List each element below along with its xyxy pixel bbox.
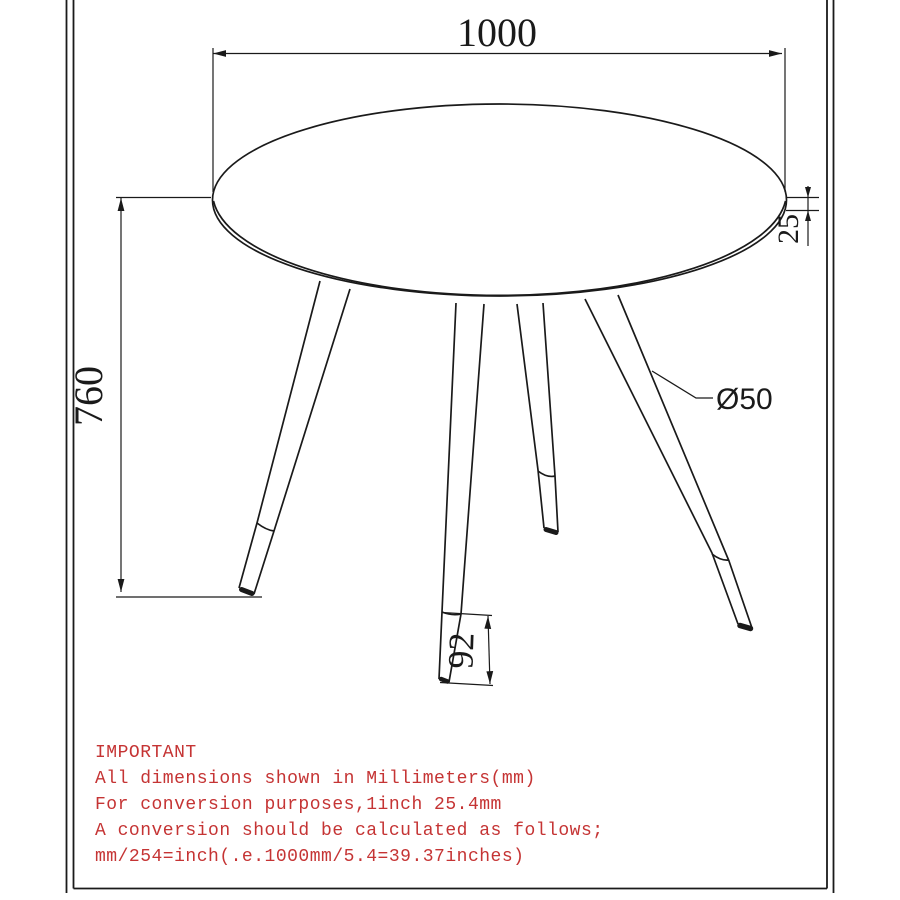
dim-leg-diameter-label: Ø50 — [716, 383, 773, 416]
notes-block — [95, 740, 604, 870]
arrowhead-top — [118, 198, 125, 211]
dim-height-label: 760 — [66, 366, 111, 426]
notes-line: A conversion should be calculated as follows; — [95, 821, 604, 841]
notes-heading: IMPORTANT — [95, 743, 197, 763]
notes-line: For conversion purposes,1inch 25.4mm — [95, 795, 502, 815]
notes-line: mm/254=inch(.e.1000mm/5.4=39.37inches) — [95, 847, 525, 867]
leg-foot-tip — [740, 626, 751, 629]
arrowhead-bottom — [118, 579, 125, 592]
notes-line: All dimensions shown in Millimeters(mm) — [95, 769, 536, 789]
dim-thickness-label: 25 — [772, 214, 805, 244]
leg-foot-tip — [441, 679, 448, 682]
leg-front-right — [585, 295, 752, 629]
dimension-height — [66, 198, 262, 598]
leg-front-center — [439, 303, 484, 682]
leader-line — [652, 371, 713, 398]
table-legs — [239, 281, 752, 682]
arrowhead-top — [484, 616, 491, 629]
arrowhead-right — [769, 50, 782, 57]
arrowhead-down — [805, 187, 811, 198]
arrowhead-up — [805, 211, 811, 222]
arrowhead-bottom — [486, 671, 493, 684]
table-top-surface — [213, 104, 787, 296]
arrowhead-left — [213, 50, 226, 57]
dim-foot-label: 92 — [440, 631, 482, 670]
dim-diameter-label: 1000 — [457, 10, 537, 55]
leg-back-right — [517, 303, 558, 533]
table-top — [213, 104, 787, 296]
leader-leg-diameter — [652, 371, 773, 416]
leg-foot-tip — [546, 530, 556, 533]
leg-back-left — [239, 281, 350, 594]
